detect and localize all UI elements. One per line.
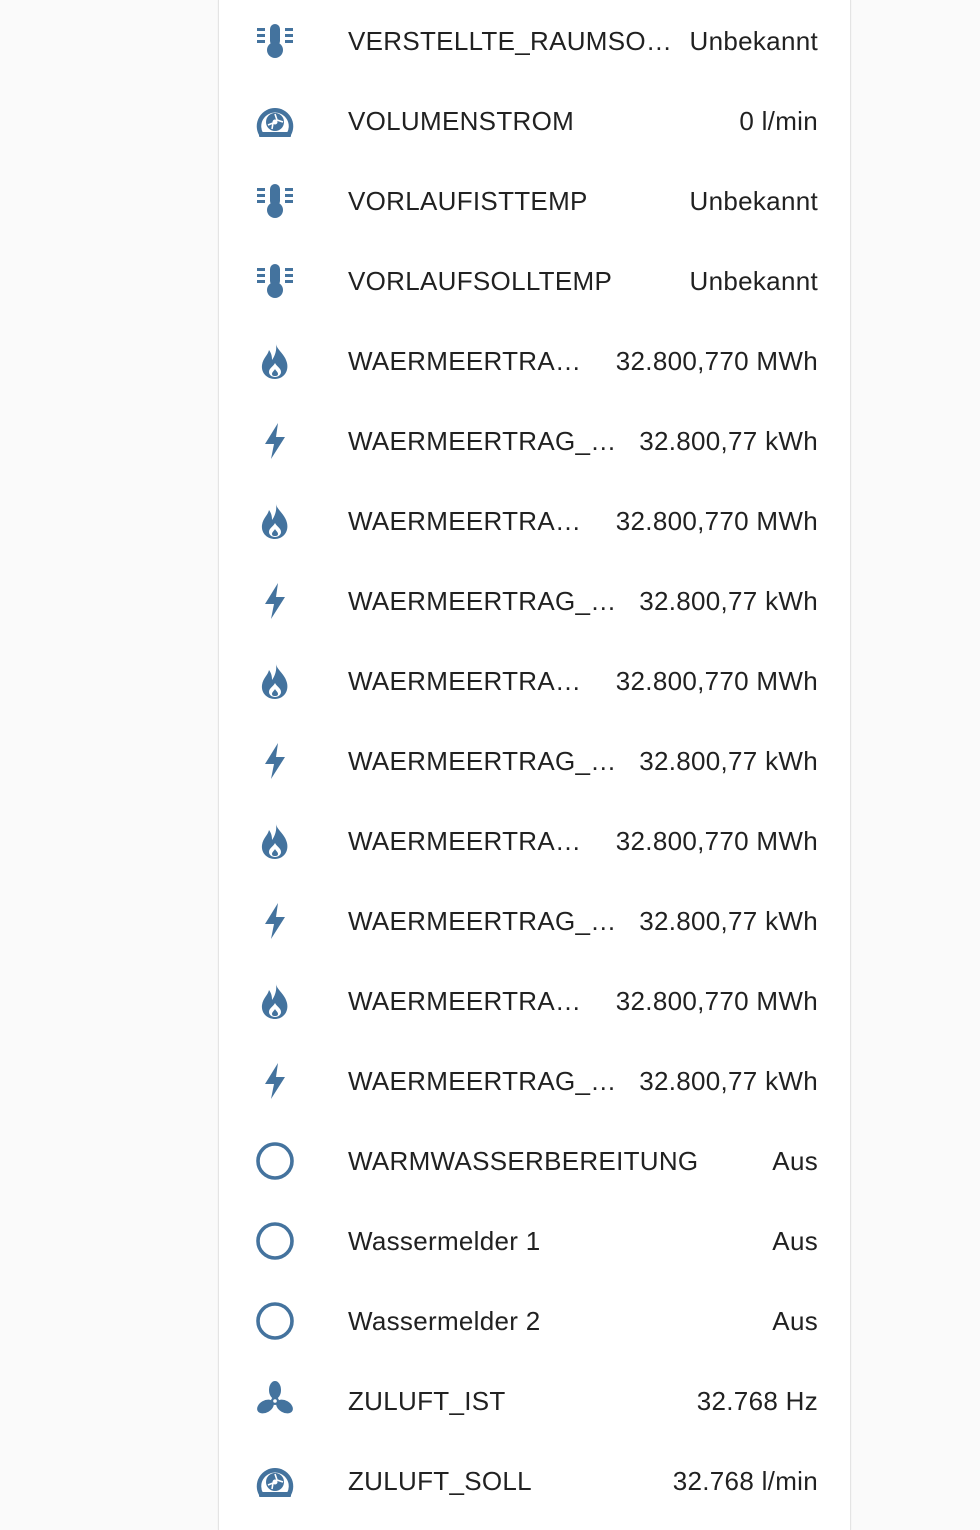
entity-state: 32.800,77 kWh (639, 746, 818, 776)
circle-outline-icon (255, 1141, 295, 1181)
entity-state: 32.800,77 kWh (639, 906, 818, 936)
entity-row-waermeertra-7[interactable] (219, 481, 850, 561)
entity-row-waermeertra-9[interactable] (219, 641, 850, 721)
entity-row-vorlaufsolltemp-4[interactable] (219, 241, 850, 321)
entity-row-waermeertra-13[interactable] (219, 961, 850, 1041)
entity-name: WAERMEERTRA… (348, 666, 582, 696)
fire-icon (255, 341, 295, 381)
entity-state: 32.800,770 MWh (615, 506, 818, 536)
entity-name: WARMWASSERBEREITUNG (348, 1146, 699, 1176)
entity-state: Unbekannt (689, 26, 818, 56)
entity-state: 32.800,770 MWh (615, 666, 818, 696)
entity-row-zuluft-ist-18[interactable] (219, 1361, 850, 1441)
entity-row-verstellte-raumso-1[interactable] (219, 1, 850, 81)
entity-state: Aus (772, 1146, 818, 1176)
entity-state: 32.800,770 MWh (615, 826, 818, 856)
entity-name: WAERMEERTRA… (348, 506, 582, 536)
fire-icon (255, 501, 295, 541)
lightning-bolt-icon (255, 901, 295, 941)
entity-row-wassermelder-2-17[interactable] (219, 1281, 850, 1361)
entity-name: WAERMEERTRAG_… (348, 906, 617, 936)
entity-state: Aus (772, 1226, 818, 1256)
entity-name: WAERMEERTRA… (348, 346, 582, 376)
entity-state: 32.800,77 kWh (639, 1066, 818, 1096)
entity-state: 32.800,77 kWh (639, 426, 818, 456)
entity-name: Wassermelder 1 (348, 1226, 541, 1256)
entity-name: ZULUFT_SOLL (348, 1466, 532, 1496)
entity-row-waermeertra-5[interactable] (219, 321, 850, 401)
entity-name: ZULUFT_IST (348, 1386, 506, 1416)
lightning-bolt-icon (255, 741, 295, 781)
entity-state: 32.768 l/min (672, 1466, 818, 1496)
fan-icon (255, 1381, 295, 1421)
circle-outline-icon (255, 1221, 295, 1261)
entity-name: VERSTELLTE_RAUMSO… (348, 26, 673, 56)
thermometer-lines-icon (255, 181, 295, 221)
entity-state: 32.800,770 MWh (615, 986, 818, 1016)
entity-state: Aus (772, 1306, 818, 1336)
entity-state: 0 l/min (739, 106, 818, 136)
entity-state: 32.768 Hz (696, 1386, 818, 1416)
entity-row-volumenstrom-2[interactable] (219, 81, 850, 161)
fire-icon (255, 661, 295, 701)
entities-card (218, 0, 851, 1530)
lightning-bolt-icon (255, 421, 295, 461)
entity-name: WAERMEERTRA… (348, 986, 582, 1016)
entity-row-waermeertrag-10[interactable] (219, 721, 850, 801)
entity-row-waermeertrag-8[interactable] (219, 561, 850, 641)
entity-row-waermeertrag-14[interactable] (219, 1041, 850, 1121)
entity-name: Wassermelder 2 (348, 1306, 541, 1336)
entity-row-vorlaufisttemp-3[interactable] (219, 161, 850, 241)
entity-name: WAERMEERTRA… (348, 826, 582, 856)
entity-row-wassermelder-1-16[interactable] (219, 1201, 850, 1281)
entity-state: Unbekannt (689, 266, 818, 296)
fan-speed-icon (255, 1461, 295, 1501)
lightning-bolt-icon (255, 581, 295, 621)
entity-name: WAERMEERTRAG_… (348, 746, 617, 776)
circle-outline-icon (255, 1301, 295, 1341)
fire-icon (255, 821, 295, 861)
entity-name: VORLAUFISTTEMP (348, 186, 588, 216)
entity-row-waermeertrag-12[interactable] (219, 881, 850, 961)
entity-row-zuluft-soll-19[interactable] (219, 1441, 850, 1521)
thermometer-lines-icon (255, 21, 295, 61)
entity-row-waermeertrag-6[interactable] (219, 401, 850, 481)
entity-row-warmwasserbereitung-15[interactable] (219, 1121, 850, 1201)
fire-icon (255, 981, 295, 1021)
entity-row-waermeertra-11[interactable] (219, 801, 850, 881)
entity-name: WAERMEERTRAG_… (348, 1066, 617, 1096)
lightning-bolt-icon (255, 1061, 295, 1101)
entity-state: 32.800,77 kWh (639, 586, 818, 616)
fan-speed-icon (255, 101, 295, 141)
entity-name: VORLAUFSOLLTEMP (348, 266, 613, 296)
entity-state: Unbekannt (689, 186, 818, 216)
entity-name: WAERMEERTRAG_… (348, 426, 617, 456)
entity-state: 32.800,770 MWh (615, 346, 818, 376)
entity-name: VOLUMENSTROM (348, 106, 575, 136)
entity-name: WAERMEERTRAG_… (348, 586, 617, 616)
thermometer-lines-icon (255, 261, 295, 301)
